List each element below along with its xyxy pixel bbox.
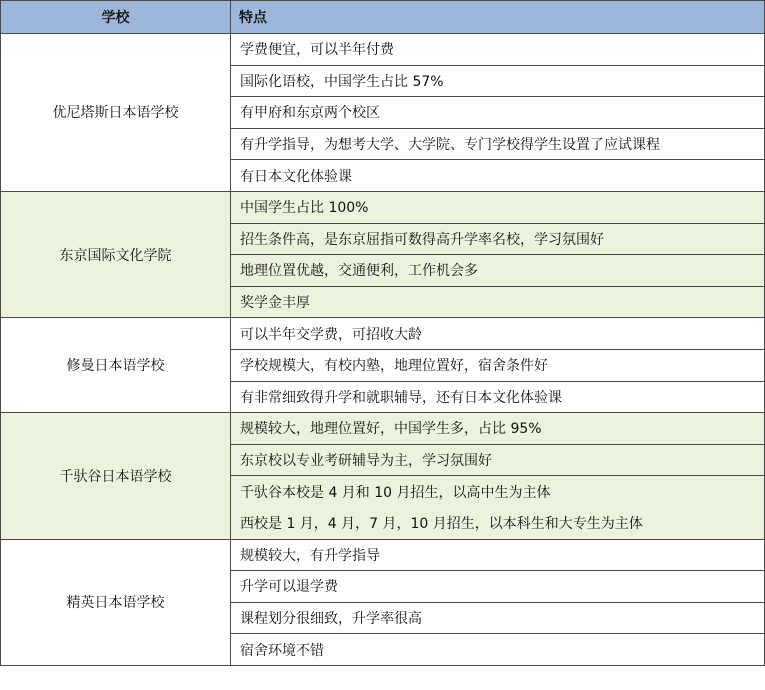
school-name: 千驮谷日本语学校: [1, 413, 231, 539]
feature-cell: 规模较大，有升学指导: [231, 539, 765, 571]
feature-cell: 学费便宜，可以半年付费: [231, 34, 765, 66]
feature-cell: 学校规模大，有校内塾，地理位置好，宿舍条件好: [231, 349, 765, 381]
feature-cell: 有升学指导，为想考大学、大学院、专门学校得学生设置了应试课程: [231, 128, 765, 160]
feature-cell: 西校是 1 月，4 月，7 月，10 月招生，以本科生和大专生为主体: [231, 507, 765, 539]
school-name: 优尼塔斯日本语学校: [1, 34, 231, 192]
table-row: [1, 318, 765, 350]
feature-cell: 中国学生占比 100%: [231, 191, 765, 223]
table-row: [1, 539, 765, 571]
feature-cell: 可以半年交学费，可招收大龄: [231, 318, 765, 350]
header-features: 特点: [231, 1, 765, 34]
feature-cell: 招生条件高，是东京屈指可数得高升学率名校，学习氛围好: [231, 223, 765, 255]
feature-cell: 东京校以专业考研辅导为主，学习氛围好: [231, 444, 765, 476]
feature-cell: 地理位置优越，交通便利，工作机会多: [231, 255, 765, 287]
header-row: [1, 1, 765, 34]
feature-cell: 千驮谷本校是 4 月和 10 月招生，以高中生为主体: [231, 476, 765, 508]
table-row: [1, 191, 765, 223]
header-school: 学校: [1, 1, 231, 34]
feature-cell: 升学可以退学费: [231, 571, 765, 603]
school-name: 精英日本语学校: [1, 539, 231, 665]
feature-cell: 有日本文化体验课: [231, 160, 765, 192]
table-row: [1, 413, 765, 445]
table-row: [1, 34, 765, 66]
feature-cell: 课程划分很细致，升学率很高: [231, 602, 765, 634]
school-name: 修曼日本语学校: [1, 318, 231, 413]
feature-cell: 规模较大，地理位置好，中国学生多，占比 95%: [231, 413, 765, 445]
feature-cell: 奖学金丰厚: [231, 286, 765, 318]
feature-cell: 有甲府和东京两个校区: [231, 97, 765, 129]
school-name: 东京国际文化学院: [1, 191, 231, 317]
feature-cell: 宿舍环境不错: [231, 634, 765, 666]
feature-cell: 国际化语校，中国学生占比 57%: [231, 65, 765, 97]
feature-cell: 有非常细致得升学和就职辅导，还有日本文化体验课: [231, 381, 765, 413]
